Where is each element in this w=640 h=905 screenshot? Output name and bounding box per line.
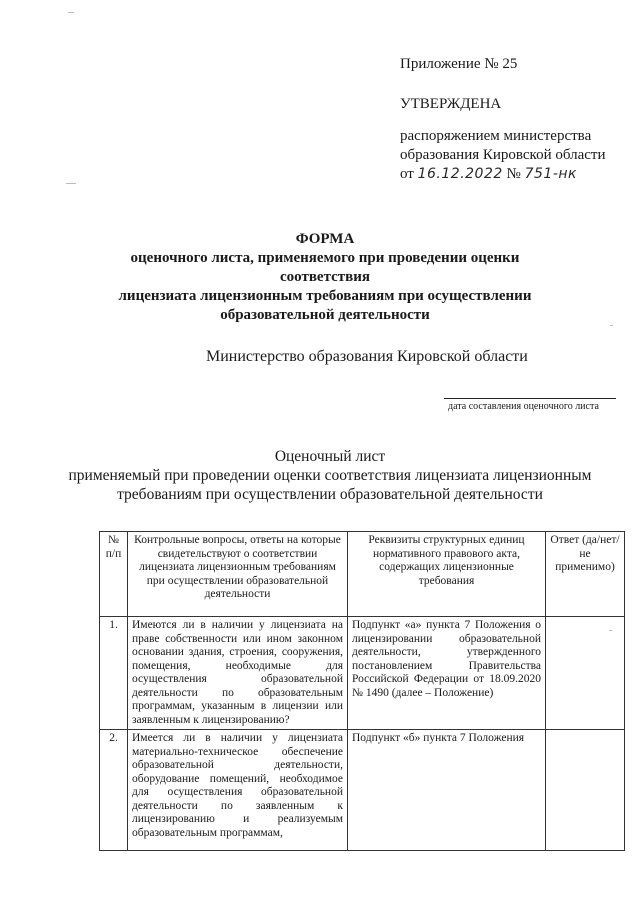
date-label: дата составления оценочного листа: [448, 401, 599, 412]
scan-speck: [68, 12, 74, 13]
table-header-row: [100, 532, 625, 617]
order-prefix: от: [400, 166, 414, 182]
header-requisites: Реквизиты структурных единиц нормативного правового акта, содержащих лицензионные требования: [348, 532, 546, 617]
order-line-2: образования Кировской области: [400, 147, 606, 163]
order-reference: [400, 127, 620, 184]
scan-speck: [610, 325, 613, 326]
assessment-table: [99, 531, 625, 851]
form-title-line-2: лицензиата лицензионным требованиям при осуществлении: [118, 288, 532, 304]
row-requisite: Подпункт «б» пункта 7 Положения: [348, 730, 546, 851]
header-answer: Ответ (да/нет/не применимо): [546, 532, 625, 617]
row-question: Имеется ли в наличии у лицензиата материально-техническое обеспечение образовательной деятельности, оборудование помещений, необходимое для осуществления образовательной деятельности по заявленным к лицензированию и реализуемым образовательным программам,: [128, 730, 348, 851]
approval-stamp: УТВЕРЖДЕНА: [400, 96, 502, 112]
header-num: № п/п: [100, 532, 128, 617]
order-number-handwritten: 751-нк: [524, 166, 577, 182]
row-requisite: Подпункт «а» пункта 7 Положения о лицензировании образовательной деятельности, утвержденного постановлением Правительства Российской Федерации от 18.09.2020 № 1490 (далее – Положение): [348, 617, 546, 730]
sheet-heading-line-2: применяемый при проведении оценки соответствия лицензиата лицензионным: [68, 467, 592, 484]
appendix-number: Приложение № 25: [400, 56, 518, 72]
form-title-line-3: образовательной деятельности: [220, 307, 430, 323]
header-questions: Контрольные вопросы, ответы на которые свидетельствуют о соответствии лицензиата лицензионным требованиям при осуществлении образовательной деятельности: [128, 532, 348, 617]
row-answer[interactable]: [546, 617, 625, 730]
form-title: [90, 230, 560, 325]
date-signature-line: [444, 398, 616, 399]
order-line-3: [400, 165, 620, 184]
order-date-handwritten: 16.12.2022: [417, 166, 503, 182]
form-title-line-1: оценочного листа, применяемого при проведении оценки соответствия: [130, 250, 520, 285]
table-row: [100, 617, 625, 730]
row-number: 1.: [100, 617, 128, 730]
row-answer[interactable]: [546, 730, 625, 851]
scan-speck: [609, 630, 612, 631]
scan-speck: [66, 183, 76, 184]
sheet-heading-line-3: требованиям при осуществлении образовательной деятельности: [117, 486, 543, 503]
row-question: Имеются ли в наличии у лицензиата на праве собственности или ином законном основании здания, строения, сооружения, помещения, необходимые для осуществления образовательной деятельности по образовательным программам, указанным в лицензии или заявленным к лицензированию?: [128, 617, 348, 730]
row-number: 2.: [100, 730, 128, 851]
sheet-heading-line-1: Оценочный лист: [274, 448, 386, 465]
sheet-heading: [60, 447, 600, 504]
order-number-sign: №: [506, 166, 521, 182]
order-line-1: распоряжением министерства: [400, 128, 592, 144]
ministry-name: Министерство образования Кировской области: [206, 348, 528, 365]
table-row: [100, 730, 625, 851]
form-title-word: ФОРМА: [295, 231, 355, 247]
